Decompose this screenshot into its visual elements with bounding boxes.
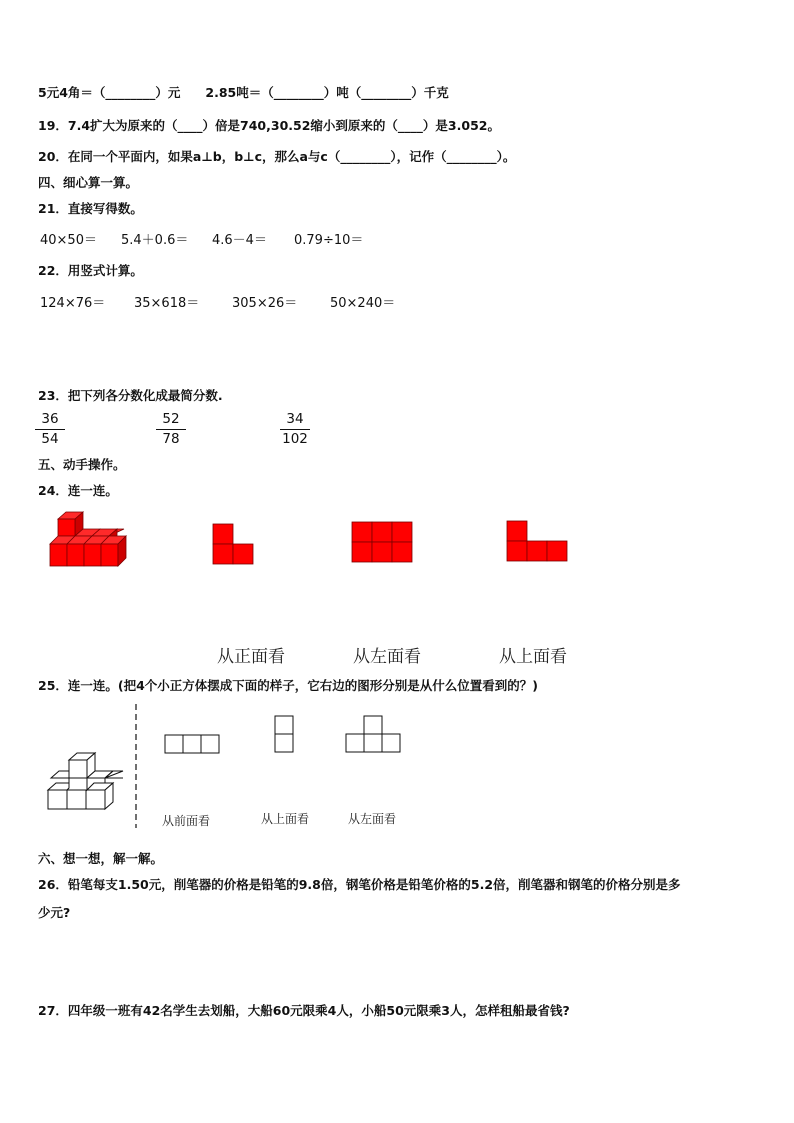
- fraction-3-denominator: 102: [282, 431, 308, 447]
- q22-item-4: 50×240＝: [330, 296, 396, 311]
- question-18-conversions: 5元4角＝（________）元 2.85吨＝（________）吨（________）千克: [38, 85, 449, 100]
- question-22: 22．用竖式计算。: [38, 263, 143, 278]
- question-26-line-1: 26．铅笔每支1.50元，削笔器的价格是铅笔的9.8倍，钢笔价格是铅笔价格的5.2倍，削笔器和钢笔的价格分别是多: [38, 877, 681, 892]
- q22-item-2: 35×618＝: [134, 296, 200, 311]
- q22-item-1: 124×76＝: [40, 296, 106, 311]
- question-20: 20．在同一个平面内，如果a⊥b，b⊥c，那么a与c（________），记作（________）。: [38, 149, 516, 164]
- fraction-2-numerator: 52: [162, 411, 180, 427]
- q21-item-3: 4.6－4＝: [212, 233, 267, 248]
- q25-view-t-shape: [345, 715, 405, 755]
- question-21: 21．直接写得数。: [38, 201, 143, 216]
- q24-label-front: 从正面看: [217, 647, 285, 667]
- q25-view-three-in-row: [164, 734, 224, 756]
- fraction-1: [35, 411, 65, 448]
- fraction-1-bar: [35, 429, 65, 430]
- fraction-3-numerator: 34: [286, 411, 304, 427]
- q25-dashed-divider: [133, 704, 139, 828]
- q21-item-1: 40×50＝: [40, 233, 97, 248]
- q25-view-two-stacked: [274, 715, 296, 755]
- fraction-1-numerator: 36: [41, 411, 59, 427]
- section-4-heading: 四、细心算一算。: [38, 175, 139, 190]
- q24-view-l-shape: [212, 523, 256, 567]
- q24-label-left: 从左面看: [353, 647, 421, 667]
- q25-stacked-cubes: [45, 750, 129, 814]
- question-27: 27．四年级一班有42名学生去划船，大船60元限乘4人，小船50元限乘3人，怎样租船最省钱?: [38, 1003, 570, 1018]
- q22-item-3: 305×26＝: [232, 296, 298, 311]
- fraction-2-bar: [156, 429, 186, 430]
- question-24: 24．连一连。: [38, 483, 118, 498]
- q24-view-long-l-shape: [506, 520, 570, 564]
- fraction-3: [280, 411, 310, 448]
- fraction-1-denominator: 54: [41, 431, 59, 447]
- q21-item-4: 0.79÷10＝: [294, 233, 364, 248]
- q25-label-top: 从上面看: [261, 812, 310, 826]
- q24-label-top: 从上面看: [499, 647, 567, 667]
- q21-item-2: 5.4＋0.6＝: [121, 233, 189, 248]
- fraction-2-denominator: 78: [162, 431, 180, 447]
- fraction-2: [156, 411, 186, 448]
- q25-label-left: 从左面看: [348, 812, 397, 826]
- section-5-heading: 五、动手操作。: [38, 457, 126, 472]
- q24-red-3d-cubes: [44, 510, 134, 572]
- question-19: 19．7.4扩大为原来的（____）倍是740,30.52缩小到原来的（____）是3.052。: [38, 118, 500, 133]
- question-23: 23．把下列各分数化成最简分数.: [38, 388, 223, 403]
- q24-view-two-by-three: [351, 521, 415, 565]
- q25-label-front: 从前面看: [162, 814, 211, 828]
- section-6-heading: 六、想一想，解一解。: [38, 851, 164, 866]
- fraction-3-bar: [280, 429, 310, 430]
- question-26-line-2: 少元?: [38, 905, 71, 920]
- question-25: 25．连一连。(把4个小正方体摆成下面的样子，它右边的图形分别是从什么位置看到的？): [38, 678, 539, 693]
